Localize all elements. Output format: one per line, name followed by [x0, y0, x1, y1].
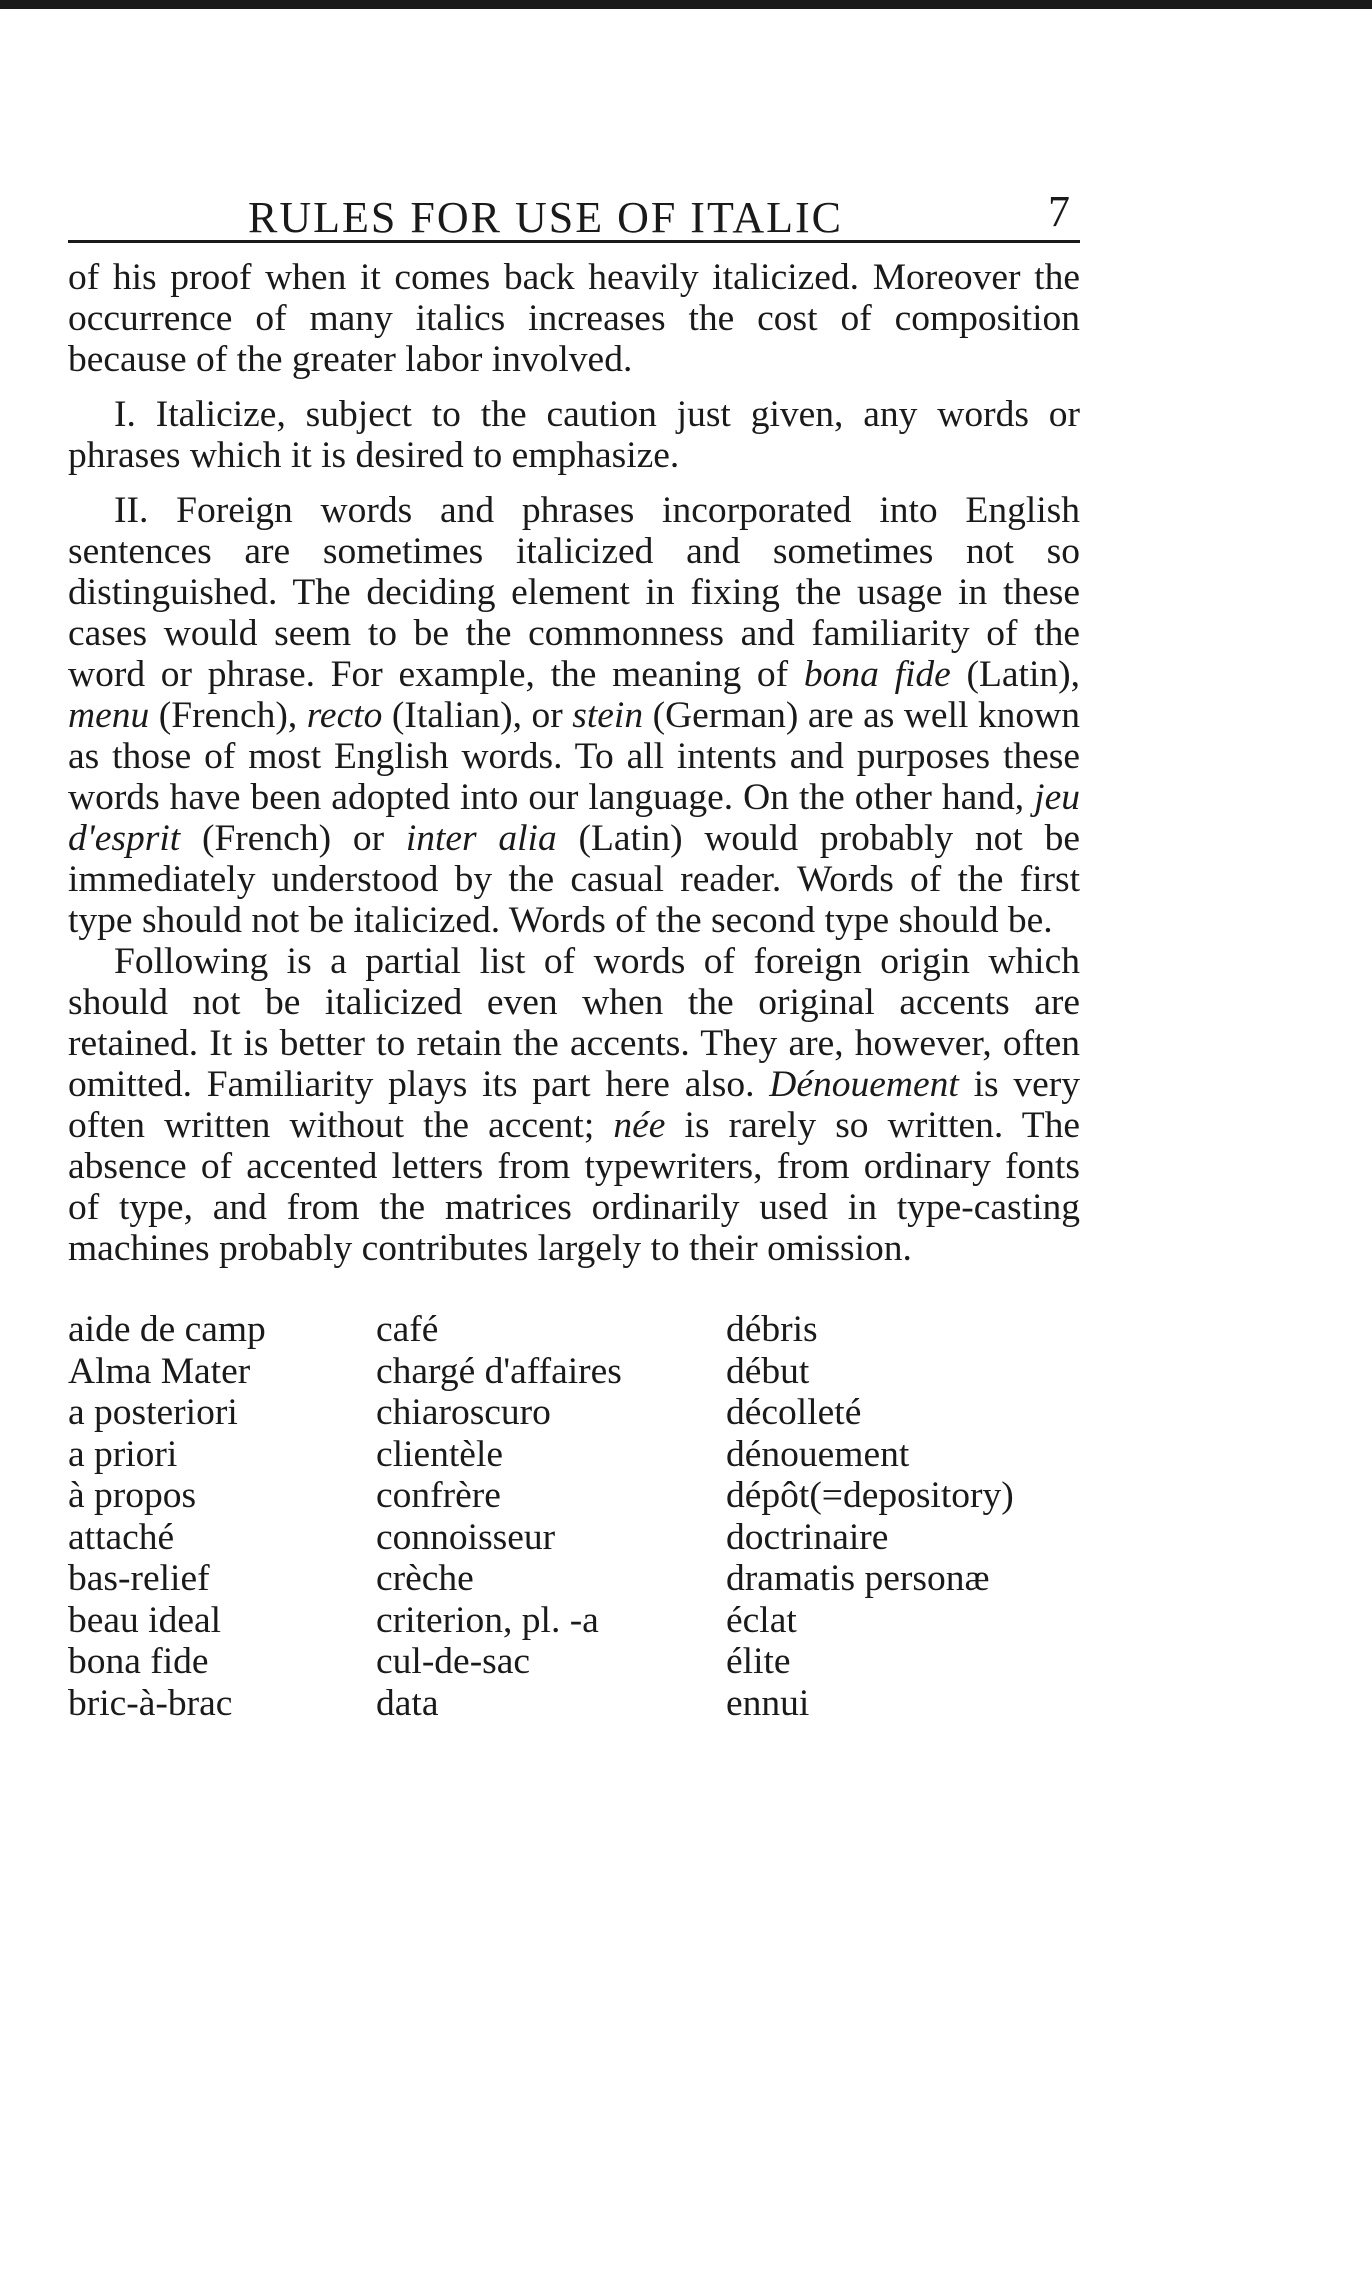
paragraph-word-list-intro: [68, 941, 1080, 1269]
page-number: 7: [1048, 187, 1070, 236]
word-list-item: élite: [726, 1641, 791, 1682]
foreign-word-list: [68, 1309, 1080, 1724]
word-list-item: connoisseur: [376, 1516, 556, 1558]
top-edge-rule: [0, 0, 1372, 9]
italic-term: menu: [68, 695, 150, 736]
word-list-item: bona fide: [68, 1641, 209, 1682]
word-list-item: Alma Mater: [68, 1350, 251, 1392]
word-list-item: clientèle: [376, 1433, 504, 1475]
word-list-item: café: [376, 1309, 439, 1350]
word-list-item: criterion, pl. -a: [376, 1599, 599, 1641]
text-segment: (German) are as well known as those of most English words. To all intents and purposes these words have been adopted into our language. On the other hand,: [68, 695, 1080, 818]
word-list-item: chargé d'affaires: [376, 1350, 622, 1392]
italic-term: recto: [306, 695, 383, 736]
text-segment: is very often written without the accent;: [68, 1064, 1080, 1146]
word-column-3: [726, 1309, 1080, 1724]
book-page: [68, 180, 1080, 1724]
word-list-item: dramatis personæ: [726, 1558, 990, 1599]
body-text: [68, 257, 1080, 1269]
word-list-item: aide de camp: [68, 1309, 266, 1350]
italic-term: née: [613, 1105, 666, 1146]
word-list-item: bric-à-brac: [68, 1682, 233, 1724]
word-list-item: cul-de-sac: [376, 1641, 531, 1682]
word-list-item: éclat: [726, 1599, 797, 1641]
word-list-item: data: [376, 1682, 439, 1724]
word-list-item: beau ideal: [68, 1599, 222, 1641]
word-list-item: bas-relief: [68, 1558, 210, 1599]
paragraph-rule-two: [68, 490, 1080, 941]
running-title: RULES FOR USE OF ITALIC: [248, 193, 843, 242]
word-list-item: débris: [726, 1309, 818, 1350]
word-list-item: crèche: [376, 1558, 474, 1599]
word-list-item: décolleté: [726, 1392, 862, 1433]
text-segment: (Latin),: [950, 654, 1080, 695]
paragraph-continuation: of his proof when it comes back heavily italicized. Moreover the occurrence of many italics increases the cost of composition because of the greater labor involved.: [68, 257, 1080, 380]
text-segment: II. Foreign words and phrases incorporated into English sentences are sometimes italicized and sometimes not so distinguished. The deciding element in fixing the usage in these cases would seem to be the commonness and familiarity of the word or phrase. For example, the meaning of: [68, 490, 1080, 695]
word-column-2: [376, 1309, 726, 1724]
text-segment: (French),: [149, 695, 307, 736]
italic-term: stein: [572, 695, 644, 736]
italic-term: inter alia: [405, 818, 557, 859]
word-list-item: attaché: [68, 1516, 175, 1558]
text-segment: (Italian), or: [382, 695, 573, 736]
paragraph-rule-one: I. Italicize, subject to the caution just given, any words or phrases which it is desired to emphasize.: [68, 394, 1080, 476]
text-segment: Following is a partial list of words of foreign origin which should not be italicized even when the original accents are retained. It is better to retain the accents. They are, however, often omitted. Familiarity plays its part here also.: [68, 941, 1080, 1105]
word-list-item: a posteriori: [68, 1392, 238, 1433]
word-list-item: confrère: [376, 1475, 501, 1516]
word-list-item: à propos: [68, 1475, 197, 1516]
word-column-1: [68, 1309, 376, 1724]
italic-term: jeu d'esprit: [68, 777, 1080, 859]
italic-term: bona fide: [803, 654, 951, 695]
text-segment: is rarely so written. The absence of accented letters from typewriters, from ordinary fonts of type, and from the matrices ordinarily used in type-casting machines probably contributes largely to their omission.: [68, 1105, 1080, 1269]
running-head: [68, 180, 1080, 243]
word-list-item: début: [726, 1350, 810, 1392]
word-list-item: dépôt(=depository): [726, 1475, 1014, 1516]
text-segment: (Latin) would probably not be immediately understood by the casual reader. Words of the first type should not be italicized. Words of the second type should be.: [68, 818, 1080, 941]
word-list-item: ennui: [726, 1682, 810, 1724]
word-list-item: chiaroscuro: [376, 1392, 551, 1433]
word-list-item: dénouement: [726, 1433, 910, 1475]
word-list-item: a priori: [68, 1433, 178, 1475]
word-list-item: doctrinaire: [726, 1516, 889, 1558]
text-segment: (French) or: [180, 818, 406, 859]
italic-term: Dénouement: [769, 1064, 959, 1105]
